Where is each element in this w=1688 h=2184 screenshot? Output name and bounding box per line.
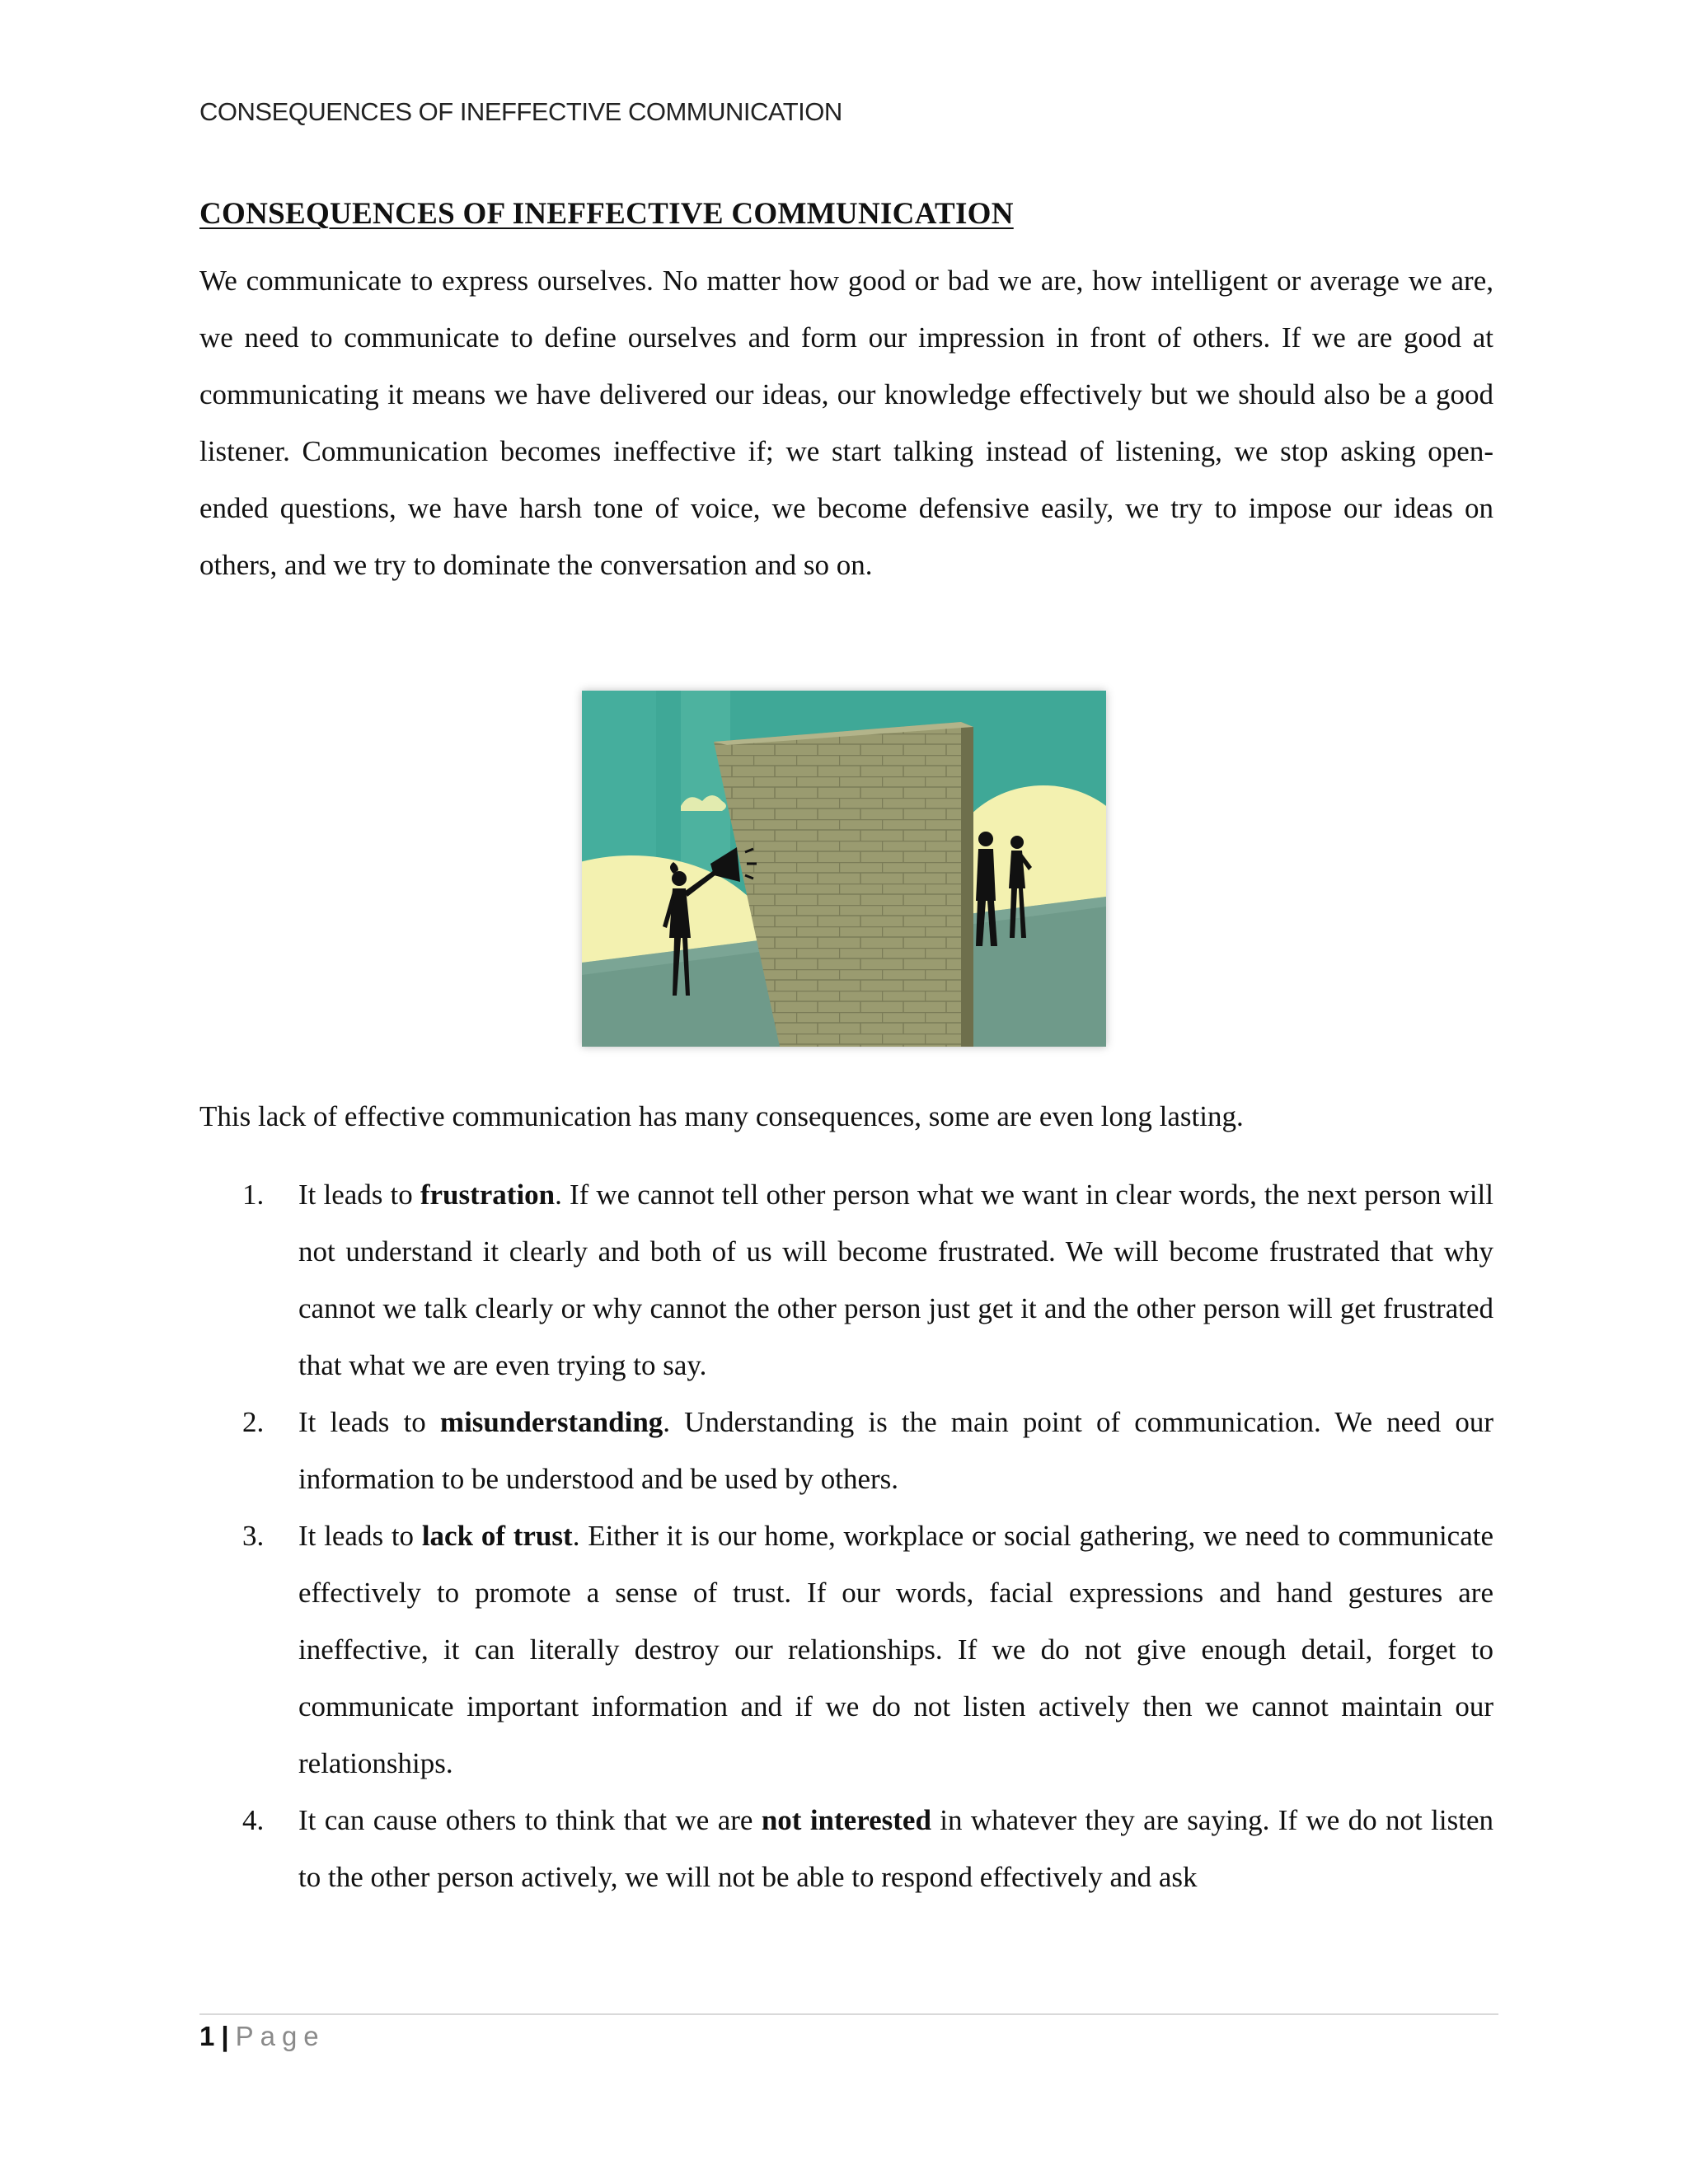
list-item <box>199 1394 1493 1507</box>
item-text-after: in whatever they are saying. If we do not listen to the other person actively, we will not be able to respond effectively and ask <box>298 1804 1493 1893</box>
footer-divider <box>199 2013 1498 2015</box>
list-number: 4. <box>242 1804 265 1836</box>
consequences-list <box>199 1166 1493 1905</box>
wall-communication-illustration <box>582 691 1106 1047</box>
item-text-after: . Understanding is the main point of communication. We need our information to be understood and be used by others. <box>298 1406 1493 1495</box>
intro-paragraph: We communicate to express ourselves. No matter how good or bad we are, how intelligent or average we are, we need to communicate to define ourselves and form our impression in front of others. If we are good at communicating it means we have delivered our ideas, our knowledge effectively but we should also be a good listener. Communication becomes ineffective if; we start talking instead of listening, we stop asking open-ended questions, we have harsh tone of voice, we become defensive easily, we try to impose our ideas on others, and we try to dominate the conversation and so on. <box>199 265 1493 581</box>
page-number: 1 <box>199 2021 215 2051</box>
item-text-after: . Either it is our home, workplace or social gathering, we need to communicate effectively to promote a sense of trust. If our words, facial expressions and hand gestures are ineffective, it can literally destroy our relationships. If we do not give enough detail, forget to communicate important information and if we do not listen actively then we cannot maintain our relationships. <box>298 1520 1494 1779</box>
list-number: 1. <box>242 1179 265 1211</box>
item-term: not interested <box>761 1804 931 1836</box>
page-separator: | <box>221 2021 229 2051</box>
consequences-intro: This lack of effective communication has many consequences, some are even long lasting. <box>199 1100 1244 1132</box>
list-number: 2. <box>242 1406 265 1438</box>
list-number: 3. <box>242 1520 265 1552</box>
list-item <box>199 1507 1493 1792</box>
item-term: frustration <box>420 1179 556 1211</box>
document-title: CONSEQUENCES OF INEFFECTIVE COMMUNICATION <box>199 197 1014 231</box>
item-text-before: It leads to <box>298 1179 420 1211</box>
item-text-after: . If we cannot tell other person what we want in clear words, the next person will not understand it clearly and both of us will become frustrated. We will become frustrated that why cannot we talk clearly or why cannot the other person just get it and the other person will get frustrated that what we are even trying to say. <box>298 1179 1493 1381</box>
list-item <box>199 1166 1493 1394</box>
item-term: lack of trust <box>421 1520 573 1552</box>
item-text-before: It can cause others to think that we are <box>298 1804 762 1836</box>
item-text-before: It leads to <box>298 1406 440 1438</box>
page-label: Page <box>235 2021 326 2051</box>
list-item <box>199 1792 1493 1905</box>
item-term: misunderstanding <box>439 1406 663 1438</box>
page-footer <box>199 2016 326 2057</box>
item-text-before: It leads to <box>298 1520 422 1552</box>
running-header: CONSEQUENCES OF INEFFECTIVE COMMUNICATION <box>199 97 842 126</box>
